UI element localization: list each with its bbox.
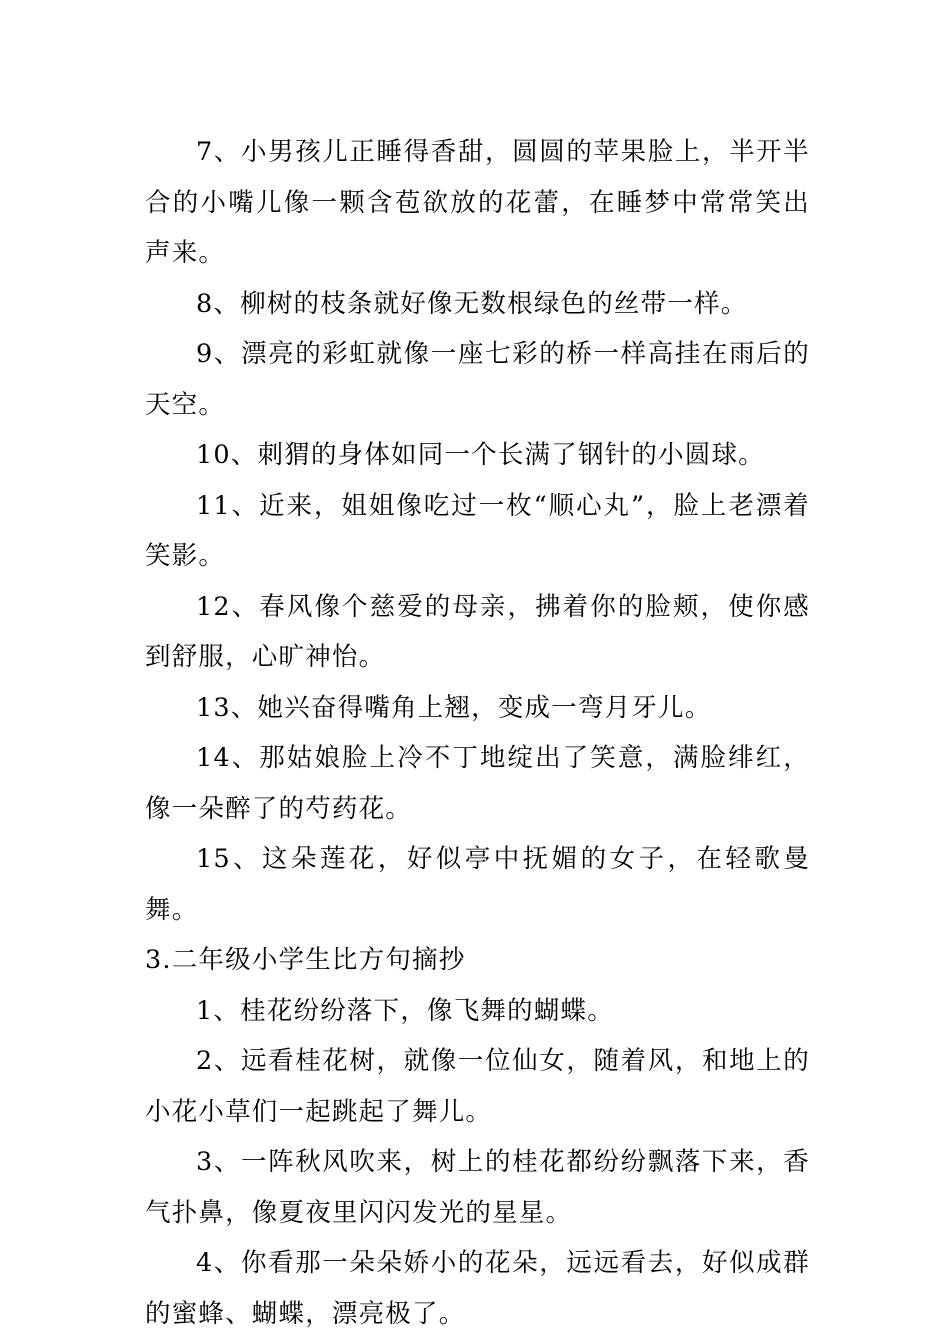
paragraph-7: 7、小男孩儿正睡得香甜，圆圆的苹果脸上，半开半合的小嘴儿像一颗含苞欲放的花蕾，在睡梦中常常笑出声来。 (145, 137, 810, 268)
paragraph-11: 11、近来，姐姐像吃过一枚“顺心丸”，脸上老漂着笑影。 (145, 490, 810, 571)
document-body (145, 127, 810, 1339)
paragraph-8: 8、柳树的枝条就好像无数根绿色的丝带一样。 (196, 288, 748, 319)
paragraph-14: 14、那姑娘脸上冷不丁地绽出了笑意，满脸绯红，像一朵醉了的芍药花。 (145, 743, 810, 824)
paragraph-13: 13、她兴奋得嘴角上翘，变成一弯月牙儿。 (196, 692, 712, 723)
paragraph-12: 12、春风像个慈爱的母亲，拂着你的脸颊，使你感到舒服，心旷神怡。 (145, 591, 810, 672)
paragraph-s2: 2、远看桂花树，就像一位仙女，随着风，和地上的小花小草们一起跳起了舞儿。 (145, 1046, 810, 1127)
paragraph-s3: 3、一阵秋风吹来，树上的桂花都纷纷飘落下来，香气扑鼻，像夏夜里闪闪发光的星星。 (145, 1147, 810, 1228)
paragraph-s1: 1、桂花纷纷落下，像飞舞的蝴蝶。 (196, 995, 614, 1026)
paragraph-s4: 4、你看那一朵朵娇小的花朵，远远看去，好似成群的蜜蜂、蝴蝶，漂亮极了。 (145, 1248, 810, 1329)
paragraph-15: 15、这朵莲花，好似亭中抚媚的女子，在轻歌曼舞。 (145, 844, 810, 925)
paragraph-10: 10、刺猬的身体如同一个长满了钢针的小圆球。 (196, 440, 765, 470)
section-heading: 3.二年级小学生比方句摘抄 (145, 945, 466, 975)
paragraph-9: 9、漂亮的彩虹就像一座七彩的桥一样高挂在雨后的天空。 (145, 339, 810, 420)
